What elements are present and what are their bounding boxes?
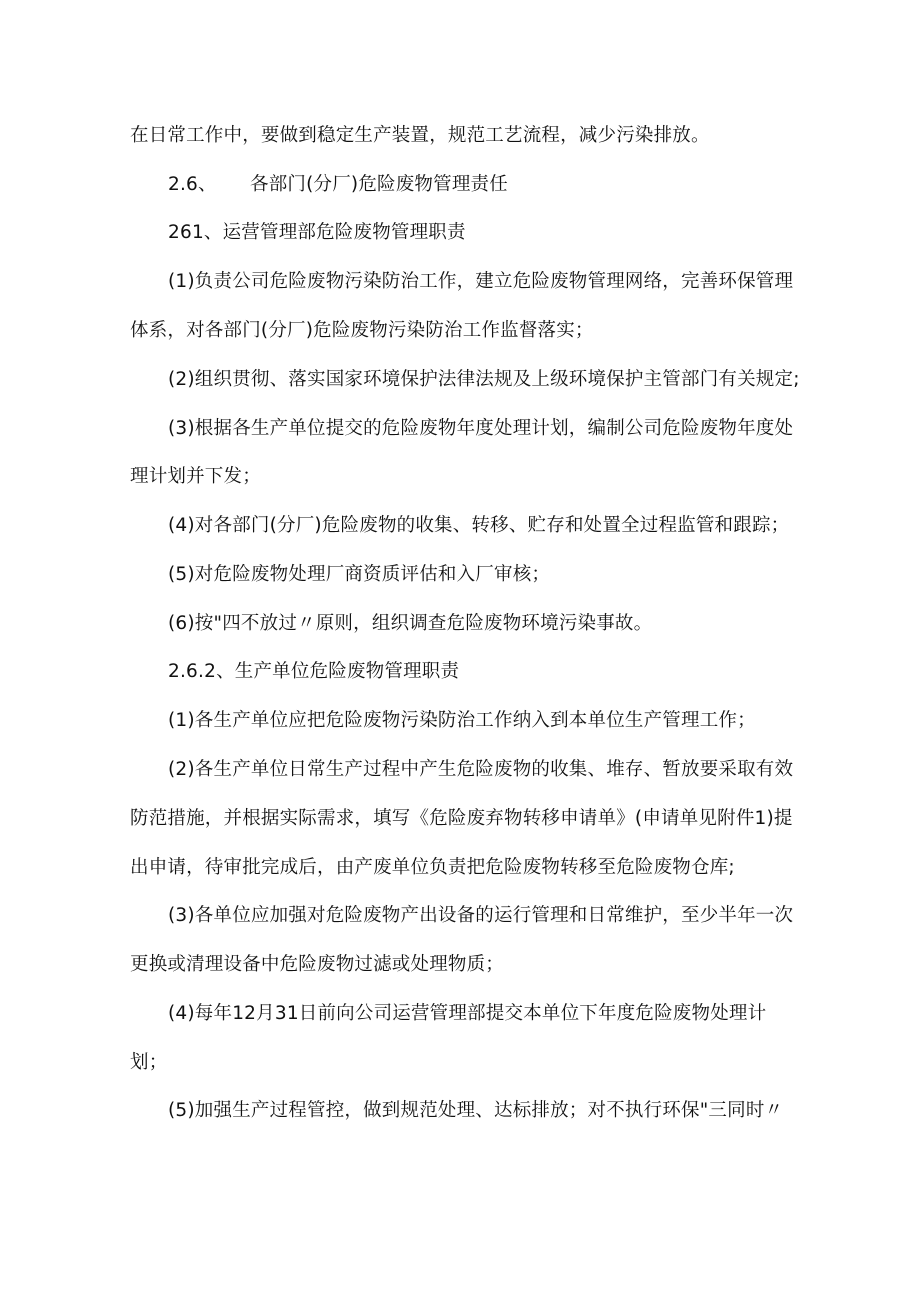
section-2-6-heading	[168, 172, 508, 198]
paragraph-line: (2)各生产单位日常生产过程中产生危险废物的收集、堆存、暂放要采取有效	[168, 759, 794, 780]
paragraph-line: (1)负责公司危险废物污染防治工作，建立危险废物管理网络，完善环保管理	[168, 271, 794, 292]
paragraph-line: (3)根据各生产单位提交的危险废物年度处理计划，编制公司危险废物年度处	[168, 418, 794, 439]
paragraph-line: 出申请，待审批完成后，由产废单位负责把危险废物转移至危险废物仓库;	[130, 857, 735, 878]
paragraph-line: 更换或清理设备中危险废物过滤或处理物质；	[130, 954, 505, 975]
section-2-6-2-heading: 2.6.2、生产单位危险废物管理职责	[168, 661, 460, 682]
paragraph-line: (1)各生产单位应把危险废物污染防治工作纳入到本单位生产管理工作；	[168, 710, 756, 731]
paragraph-line: (2)组织贯彻、落实国家环境保护法律法规及上级环境保护主管部门有关规定;	[168, 369, 800, 390]
paragraph-line: (6)按"四不放过〃原则，组织调查危险废物环境污染事故。	[168, 613, 653, 634]
paragraph-line: (5)对危险废物处理厂商资质评估和入厂审核；	[168, 564, 551, 585]
continuation-line: 在日常工作中，要做到稳定生产装置，规范工艺流程，减少污染排放。	[130, 125, 710, 146]
section-title: 各部门(分厂)危险废物管理责任	[250, 174, 508, 195]
paragraph-line: (4)每年12月31日前向公司运营管理部提交本单位下年度危险废物处理计	[168, 1003, 767, 1024]
paragraph-line: (5)加强生产过程管控，做到规范处理、达标排放；对不执行环保"三同时〃	[168, 1100, 784, 1121]
paragraph-line: 划；	[130, 1052, 168, 1073]
paragraph-line: 体系，对各部门(分厂)危险废物污染防治工作监督落实；	[130, 320, 594, 341]
paragraph-line: 防范措施，并根据实际需求，填写《危险废弃物转移申请单》(申请单见附件1)提	[130, 808, 793, 829]
paragraph-line: (4)对各部门(分厂)危险废物的收集、转移、贮存和处置全过程监管和跟踪；	[168, 515, 790, 536]
paragraph-line: (3)各单位应加强对危险废物产出设备的运行管理和日常维护，至少半年一次	[168, 905, 794, 926]
section-number: 2.6、	[168, 174, 217, 195]
paragraph-line: 理计划并下发；	[130, 466, 261, 487]
section-2-6-1-heading: 261、运营管理部危险废物管理职责	[168, 222, 466, 243]
